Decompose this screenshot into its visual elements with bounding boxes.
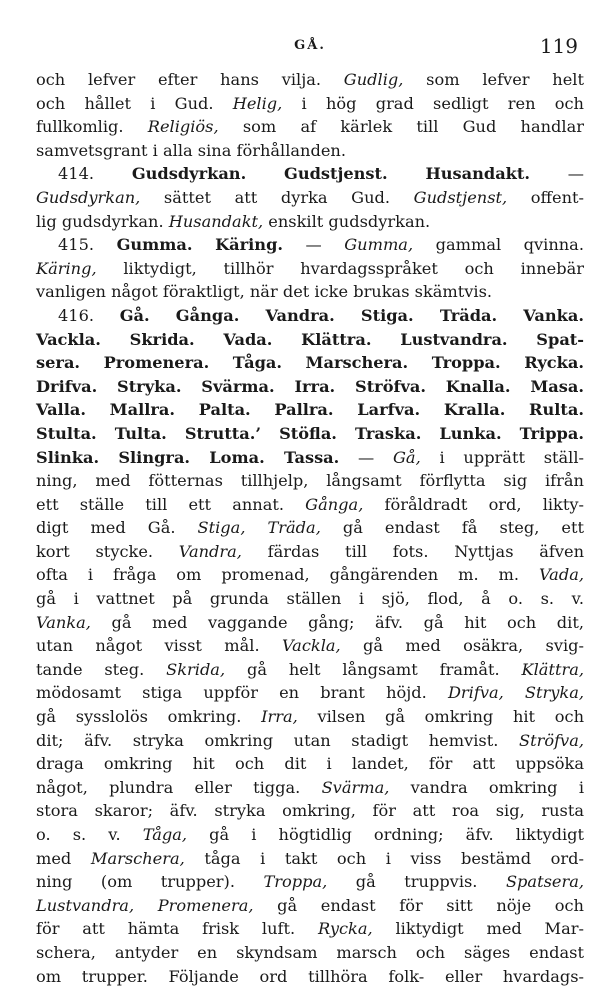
line-19 — [36, 493, 584, 517]
text-run: 416. — [58, 305, 120, 325]
italic-term: Troppa, — [263, 872, 328, 892]
text-run: gå endast få steg, ett — [320, 518, 584, 538]
italic-term: Vanka, — [36, 612, 91, 632]
text-run: gå truppvis. — [327, 872, 506, 892]
italic-term: Gudlig, — [343, 70, 404, 89]
line-09 — [36, 257, 584, 281]
headword: Slinka. Slingra. Loma. Tassa. — [36, 447, 340, 467]
text-run: digt med Gå. — [36, 518, 198, 538]
headword: Valla. Mallra. Palta. Pallra. Larfva. Kralla. Rulta. — [36, 400, 584, 420]
headword: Vackla. Skrida. Vada. Klättra. Lustvandra. Spat- — [36, 329, 584, 349]
text-run: tåga i takt och i viss bestämd ord- — [184, 848, 585, 868]
line-18 — [36, 469, 584, 493]
italic-term: Gå, — [393, 447, 421, 467]
text-run: mödosamt stiga uppför en brant höjd. — [36, 683, 448, 703]
text-run: — — [339, 447, 393, 467]
text-run: samvetsgrant i alla sina förhållanden. — [36, 140, 346, 160]
text-run: föråldradt ord, likty- — [363, 494, 584, 514]
italic-term: Lustvandra, Promenera, — [36, 895, 254, 915]
italic-term: Vada, — [538, 565, 584, 585]
headword: Stulta. Tulta. Strutta.’ Stöfla. Traska. Lunka. Trippa. — [36, 423, 584, 443]
text-run: gå med osäkra, svig- — [340, 636, 584, 656]
line-37 — [36, 917, 584, 941]
italic-term: Skrida, — [166, 659, 226, 679]
line-23 — [36, 587, 584, 611]
headword: Drifva. Stryka. Svärma. Irra. Ströfva. Knalla. Masa. — [36, 376, 584, 396]
text-run: gå med vaggande gång; äfv. gå hit och dit, — [90, 612, 584, 632]
headword: Gudsdyrkan. — [131, 164, 247, 184]
line-17 — [36, 446, 584, 470]
body-text — [36, 68, 584, 988]
text-run: färdas till fots. Nyttjas äfven — [241, 541, 584, 561]
headword: Gudstjenst. — [284, 164, 388, 184]
text-run: ning, med fötternas tillhjelp, långsamt förflytta sig ifrån — [36, 471, 584, 491]
line-14 — [36, 375, 584, 399]
text-run: ofta i fråga om promenad, gångärenden m. m. — [36, 565, 539, 585]
text-run: med — [36, 848, 91, 868]
text-run: vanligen något föraktligt, när det icke brukas skämtvis. — [36, 282, 493, 302]
line-29 — [36, 729, 584, 753]
line-21 — [36, 540, 584, 564]
headword: Gumma. — [116, 235, 193, 255]
line-20 — [36, 516, 584, 540]
text-run: om trupper. Följande ord tillhöra folk- eller hvardags- — [36, 966, 584, 986]
text-run: tande steg. — [36, 659, 167, 679]
line-12 — [36, 328, 584, 352]
text-run: gå i högtidlig ordning; äfv. liktydigt — [187, 825, 584, 844]
text-run: dit; äfv. stryka omkring utan stadigt hemvist. — [36, 730, 519, 750]
text-run: och lefver efter hans vilja. — [36, 70, 344, 89]
italic-term: Marschera, — [90, 848, 185, 868]
page-header — [36, 34, 584, 64]
text-run — [388, 164, 426, 183]
italic-term: Irra, — [261, 707, 298, 727]
line-33 — [36, 823, 584, 847]
text-run — [193, 235, 216, 254]
text-run: liktydigt med Mar- — [372, 919, 584, 939]
italic-term: Vackla, — [281, 636, 341, 656]
text-run: o. s. v. — [36, 825, 143, 844]
line-34 — [36, 847, 584, 871]
text-run: enskilt gudsdyrkan. — [263, 211, 431, 231]
line-31 — [36, 776, 584, 800]
line-28 — [36, 705, 584, 729]
line-11 — [36, 304, 584, 328]
headword: Husandakt. — [425, 164, 531, 184]
italic-term: Gudstjenst, — [413, 187, 508, 207]
italic-term: Gumma, — [344, 235, 414, 255]
text-run: något, plundra eller tigga. — [36, 777, 322, 797]
book-page — [36, 34, 584, 988]
text-run: 415. — [58, 235, 117, 255]
italic-term: Husandakt, — [168, 211, 264, 231]
text-run: i hög grad sedligt ren och — [282, 93, 584, 113]
line-36 — [36, 894, 584, 918]
text-run: draga omkring hit och dit i landet, för att uppsöka — [36, 754, 584, 774]
line-16 — [36, 422, 584, 446]
text-run: ning (om trupper). — [36, 872, 264, 892]
line-15 — [36, 398, 584, 422]
text-run: gammal qvinna. — [413, 235, 584, 255]
italic-term: Spatsera, — [505, 872, 584, 892]
italic-term: Religiös, — [147, 117, 219, 137]
line-01 — [36, 68, 584, 92]
text-run: och hållet i Gud. — [36, 93, 233, 113]
line-39 — [36, 965, 584, 988]
line-26 — [36, 658, 584, 682]
line-13 — [36, 351, 584, 375]
text-run: — — [530, 164, 584, 184]
text-run: offent- — [507, 187, 585, 207]
line-35 — [36, 870, 584, 894]
text-run: gå i vattnet på grunda ställen i sjö, flod, å o. s. v. — [36, 589, 584, 609]
line-25 — [36, 634, 584, 658]
page-number: 119 — [539, 34, 578, 58]
text-run: kort stycke. — [36, 541, 179, 561]
text-run: schera, antyder en skyndsam marsch och säges endast — [36, 942, 584, 962]
text-run: vilsen gå omkring hit och — [297, 707, 584, 727]
line-24 — [36, 611, 584, 635]
italic-term: Vandra, — [178, 541, 242, 561]
text-run: gå endast för sitt nöje och — [253, 895, 584, 915]
italic-term: Drifva, Stryka, — [447, 683, 584, 703]
line-05 — [36, 162, 584, 186]
line-32 — [36, 799, 584, 823]
line-08 — [36, 233, 584, 257]
italic-term: Gånga, — [305, 494, 364, 514]
italic-term: Tåga, — [142, 825, 188, 844]
line-04 — [36, 139, 584, 163]
running-head: GÅ. — [294, 38, 326, 53]
text-run: utan något visst mål. — [36, 636, 282, 656]
line-27 — [36, 681, 584, 705]
line-38 — [36, 941, 584, 965]
text-run: sättet att dyrka Gud. — [140, 187, 414, 207]
line-02 — [36, 92, 584, 116]
text-run: fullkomlig. — [36, 117, 148, 137]
text-run: gå helt långsamt framåt. — [225, 659, 522, 679]
line-03 — [36, 115, 584, 139]
italic-term: Ströfva, — [518, 730, 584, 750]
italic-term: Helig, — [232, 93, 283, 113]
text-run: gå sysslolös omkring. — [36, 707, 262, 727]
text-run — [246, 164, 284, 183]
text-run: i upprätt ställ- — [420, 447, 584, 467]
text-run: som lefver helt — [403, 70, 584, 89]
headword: Gå. Gånga. Vandra. Stiga. Träda. Vanka. — [119, 305, 584, 325]
text-run: — — [283, 235, 345, 255]
text-run: ett ställe till ett annat. — [36, 494, 306, 514]
text-run: 414. — [58, 164, 132, 184]
line-22 — [36, 563, 584, 587]
italic-term: Klättra, — [521, 659, 584, 679]
text-run: lig gudsdyrkan. — [36, 211, 169, 231]
italic-term: Stiga, Träda, — [197, 518, 321, 538]
text-run: vandra omkring i — [389, 777, 584, 797]
line-10 — [36, 280, 584, 304]
line-06 — [36, 186, 584, 210]
italic-term: Svärma, — [321, 777, 390, 797]
line-30 — [36, 752, 584, 776]
text-run: stora skaror; äfv. stryka omkring, för att roa sig, rusta — [36, 801, 584, 821]
italic-term: Rycka, — [317, 919, 373, 939]
text-run: för att hämta frisk luft. — [36, 919, 318, 939]
italic-term: Käring, — [36, 258, 97, 278]
italic-term: Gudsdyrkan, — [36, 187, 141, 207]
text-run: liktydigt, tillhör hvardagsspråket och innebär — [96, 258, 584, 278]
headword: sera. Promenera. Tåga. Marschera. Troppa. Rycka. — [36, 353, 584, 373]
text-run: som af kärlek till Gud handlar — [218, 117, 584, 137]
headword: Käring. — [215, 235, 284, 255]
line-07 — [36, 210, 584, 234]
